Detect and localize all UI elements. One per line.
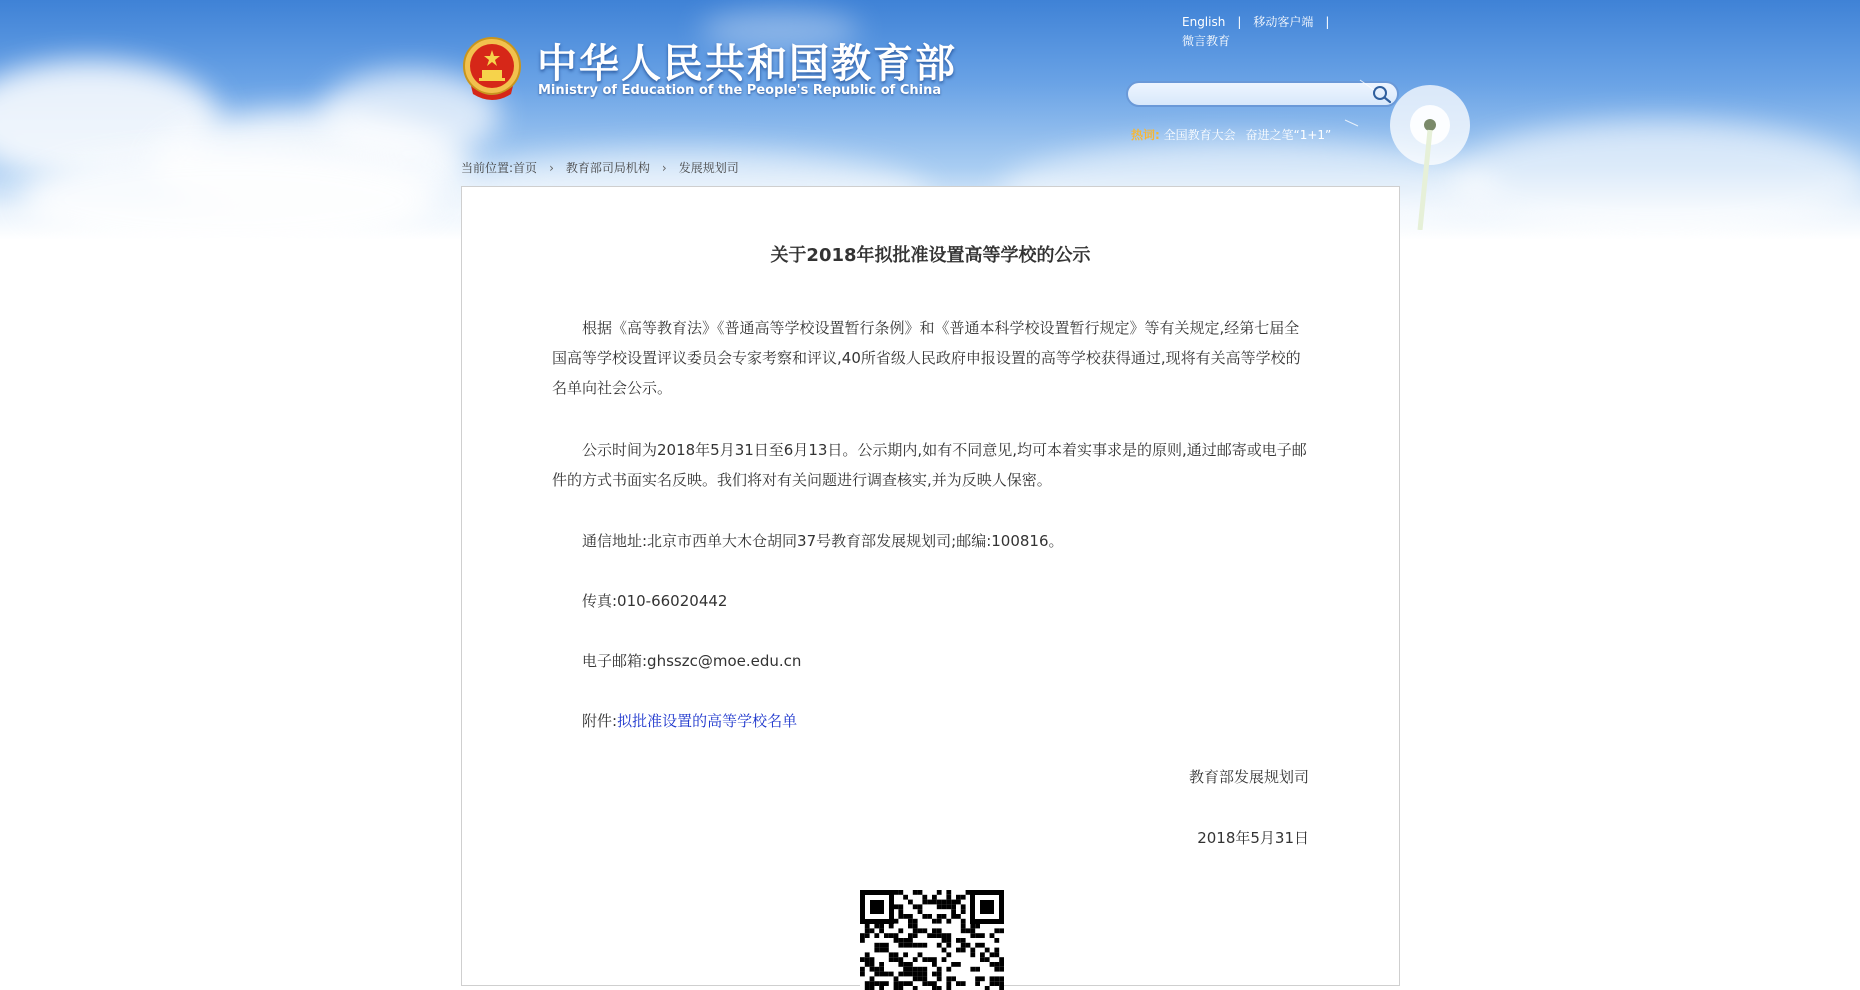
chevron-right-icon: › (549, 161, 554, 175)
site-title-en: Ministry of Education of the People's Republic of China (538, 83, 942, 98)
breadcrumb-home[interactable]: 首页 (513, 161, 538, 175)
hot-words (1131, 126, 1337, 143)
article-title: 关于2018年拟批准设置高等学校的公示 (770, 245, 1091, 266)
search-input[interactable] (1138, 85, 1362, 105)
email-line: 电子邮箱:ghsszc@moe.edu.cn (582, 652, 802, 670)
breadcrumb (461, 159, 739, 176)
link-separator: | (1325, 15, 1330, 29)
site-title-cn[interactable]: 中华人民共和国教育部 (537, 41, 957, 87)
national-emblem-icon (461, 36, 523, 102)
mobile-client-link[interactable]: 移动客户端 (1253, 15, 1314, 29)
link-separator: | (1237, 15, 1242, 29)
qr-code-icon (860, 890, 1004, 990)
attachment-label: 附件: (582, 712, 618, 730)
hot-word-link[interactable]: 奋进之笔“1+1” (1245, 128, 1332, 142)
breadcrumb-prefix: 当前位置: (461, 161, 514, 175)
hot-word-link[interactable]: 全国教育大会 (1163, 128, 1236, 142)
chevron-right-icon: › (661, 161, 667, 175)
attachment-link[interactable]: 拟批准设置的高等学校名单 (617, 712, 798, 730)
attachment-line (552, 706, 1312, 736)
weiyan-link[interactable]: 微言教育 (1182, 34, 1231, 48)
article-panel (461, 186, 1400, 986)
english-link[interactable]: English (1182, 15, 1226, 29)
address-line: 通信地址:北京市西单大木仓胡同37号教育部发展规划司;邮编:100816。 (582, 532, 1064, 550)
fax-line: 传真:010-66020442 (582, 592, 728, 610)
hot-label: 热词: (1131, 128, 1160, 142)
signature: 教育部发展规划司 (1188, 768, 1309, 786)
breadcrumb-planning[interactable]: 发展规划司 (678, 161, 739, 175)
top-links (1182, 13, 1352, 51)
article-paragraph: 公示时间为2018年5月31日至6月13日。公示期内,如有不同意见,均可本着实事求是的原则,通过邮寄或电子邮件的方式书面实名反映。我们将对有关问题进行调查核实,并为反映人保密。 (552, 441, 1307, 489)
breadcrumb-departments[interactable]: 教育部司局机构 (565, 161, 650, 175)
publish-date: 2018年5月31日 (1197, 829, 1309, 847)
article-paragraph: 根据《高等教育法》《普通高等学校设置暂行条例》和《普通本科学校设置暂行规定》等有关规定,经第七届全国高等学校设置评议委员会专家考察和评议,40所省级人民政府申报设置的高等学校获得通过,现将有关高等学校的名单向社会公示。 (552, 319, 1301, 397)
